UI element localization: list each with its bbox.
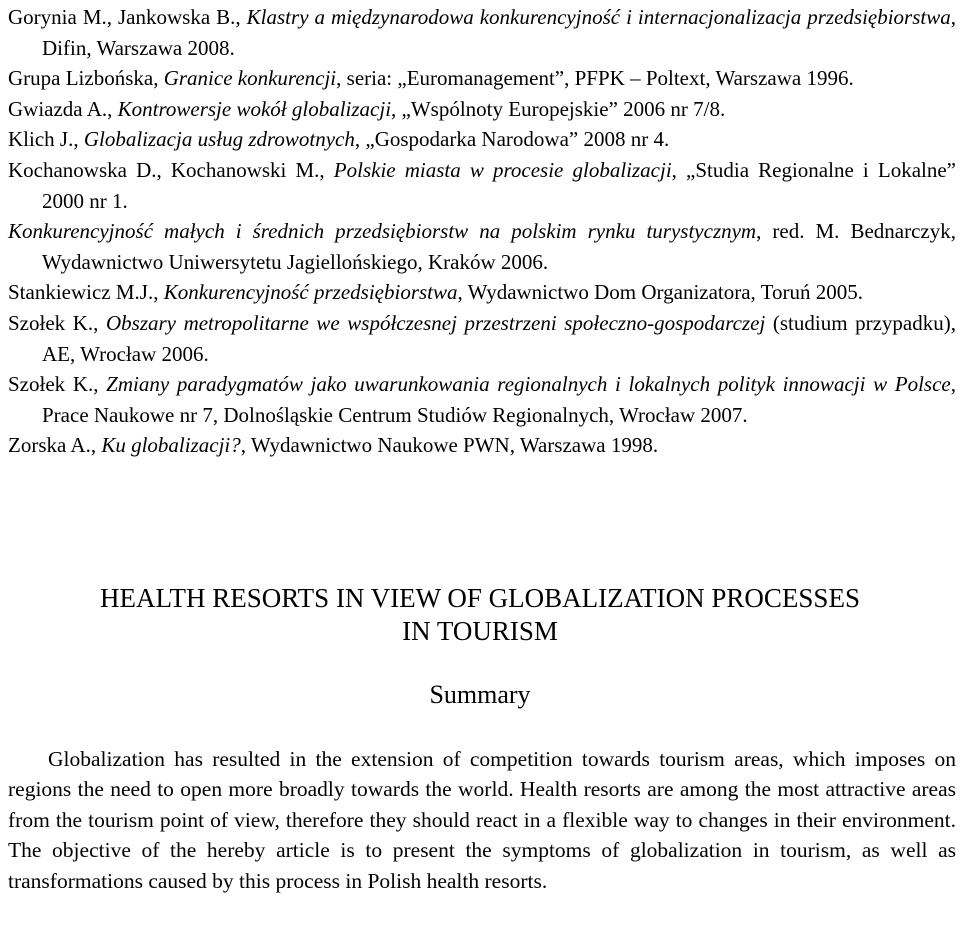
reference-source: , „Gospodarka Narodowa” 2008 nr 4. <box>354 127 670 152</box>
article-title <box>0 582 960 648</box>
reference-source: , Difin, Warszawa 2008. <box>42 5 956 60</box>
article-title-line-1: HEALTH RESORTS IN VIEW OF GLOBALIZATION PROCESSES <box>100 583 860 613</box>
reference-authors: Gorynia M., Jankowska B., <box>8 5 247 29</box>
reference-title: Konkurencyjność małych i średnich przedsiębiorstw na polskim rynku turystycznym <box>8 219 757 244</box>
summary-text: Globalization has resulted in the extension of competition towards tourism areas, which imposes on regions the need to open more broadly towards the world. Health resorts are among the most attractive areas from the tourism point of view, therefore they should react in a flexible way to changes in their environment. The objective of the hereby article is to present the symptoms of globalization in tourism, as well as transformations caused by this process in Polish health resorts. <box>8 747 956 893</box>
reference-authors: Klich J., <box>8 127 84 152</box>
reference-authors: Gwiazda A., <box>8 96 118 121</box>
reference-title: Granice konkurencji <box>163 66 337 91</box>
reference-title: Globalizacja usług zdrowotnych <box>83 127 355 152</box>
reference-title: Zmiany paradygmatów jako uwarunkowania regionalnych i lokalnych polityk innowacji w Polsce <box>106 372 951 397</box>
reference-authors: Szołek K., <box>8 372 107 397</box>
reference-title: Obszary metropolitarne we współczesnej przestrzeni społeczno-gospodarczej <box>105 310 766 335</box>
reference-title: Klastry a międzynarodowa konkurencyjność i internacjonalizacja przedsiębiorstwa <box>246 5 951 29</box>
reference-item <box>8 369 956 430</box>
reference-source: , red. M. Bednarczyk, Wydawnictwo Uniwersytetu Jagiellońskiego, Kraków 2006. <box>42 219 956 274</box>
reference-source: , Wydawnictwo Naukowe PWN, Warszawa 1998. <box>240 433 659 458</box>
reference-authors: Zorska A., <box>8 433 102 458</box>
reference-title: Kontrowersje wokół globalizacji <box>117 96 392 121</box>
reference-title: Konkurencyjność przedsiębiorstwa <box>163 280 458 305</box>
reference-title: Ku globalizacji? <box>101 433 241 458</box>
reference-item <box>8 308 956 369</box>
reference-item <box>8 2 956 63</box>
reference-source: (studium przypadku), AE, Wrocław 2006. <box>42 310 956 366</box>
summary-heading: Summary <box>429 680 531 709</box>
reference-item <box>8 430 956 461</box>
reference-item <box>8 124 956 155</box>
reference-authors: Kochanowska D., Kochanowski M., <box>8 157 334 182</box>
reference-item <box>8 63 956 94</box>
reference-authors: Grupa Lizbońska, <box>8 66 164 91</box>
reference-item <box>8 155 956 216</box>
reference-source: , „Wspólnoty Europejskie” 2006 nr 7/8. <box>391 96 726 121</box>
reference-authors: Szołek K., <box>8 310 106 335</box>
reference-title: Polskie miasta w procesie globalizacji <box>333 157 672 182</box>
reference-source: , „Studia Regionalne i Lokalne” 2000 nr 1. <box>42 157 956 213</box>
reference-item <box>8 94 956 125</box>
reference-item <box>8 216 956 277</box>
reference-authors: Stankiewicz M.J., <box>8 280 164 305</box>
reference-source: , seria: „Euromanagement”, PFPK – Poltext, Warszawa 1996. <box>336 66 854 91</box>
article-title-line-2: IN TOURISM <box>402 616 558 646</box>
reference-source: , Prace Naukowe nr 7, Dolnośląskie Centrum Studiów Regionalnych, Wrocław 2007. <box>42 372 956 427</box>
reference-item <box>8 277 956 308</box>
bibliography <box>8 2 956 461</box>
reference-source: , Wydawnictwo Dom Organizatora, Toruń 2005. <box>457 280 864 305</box>
